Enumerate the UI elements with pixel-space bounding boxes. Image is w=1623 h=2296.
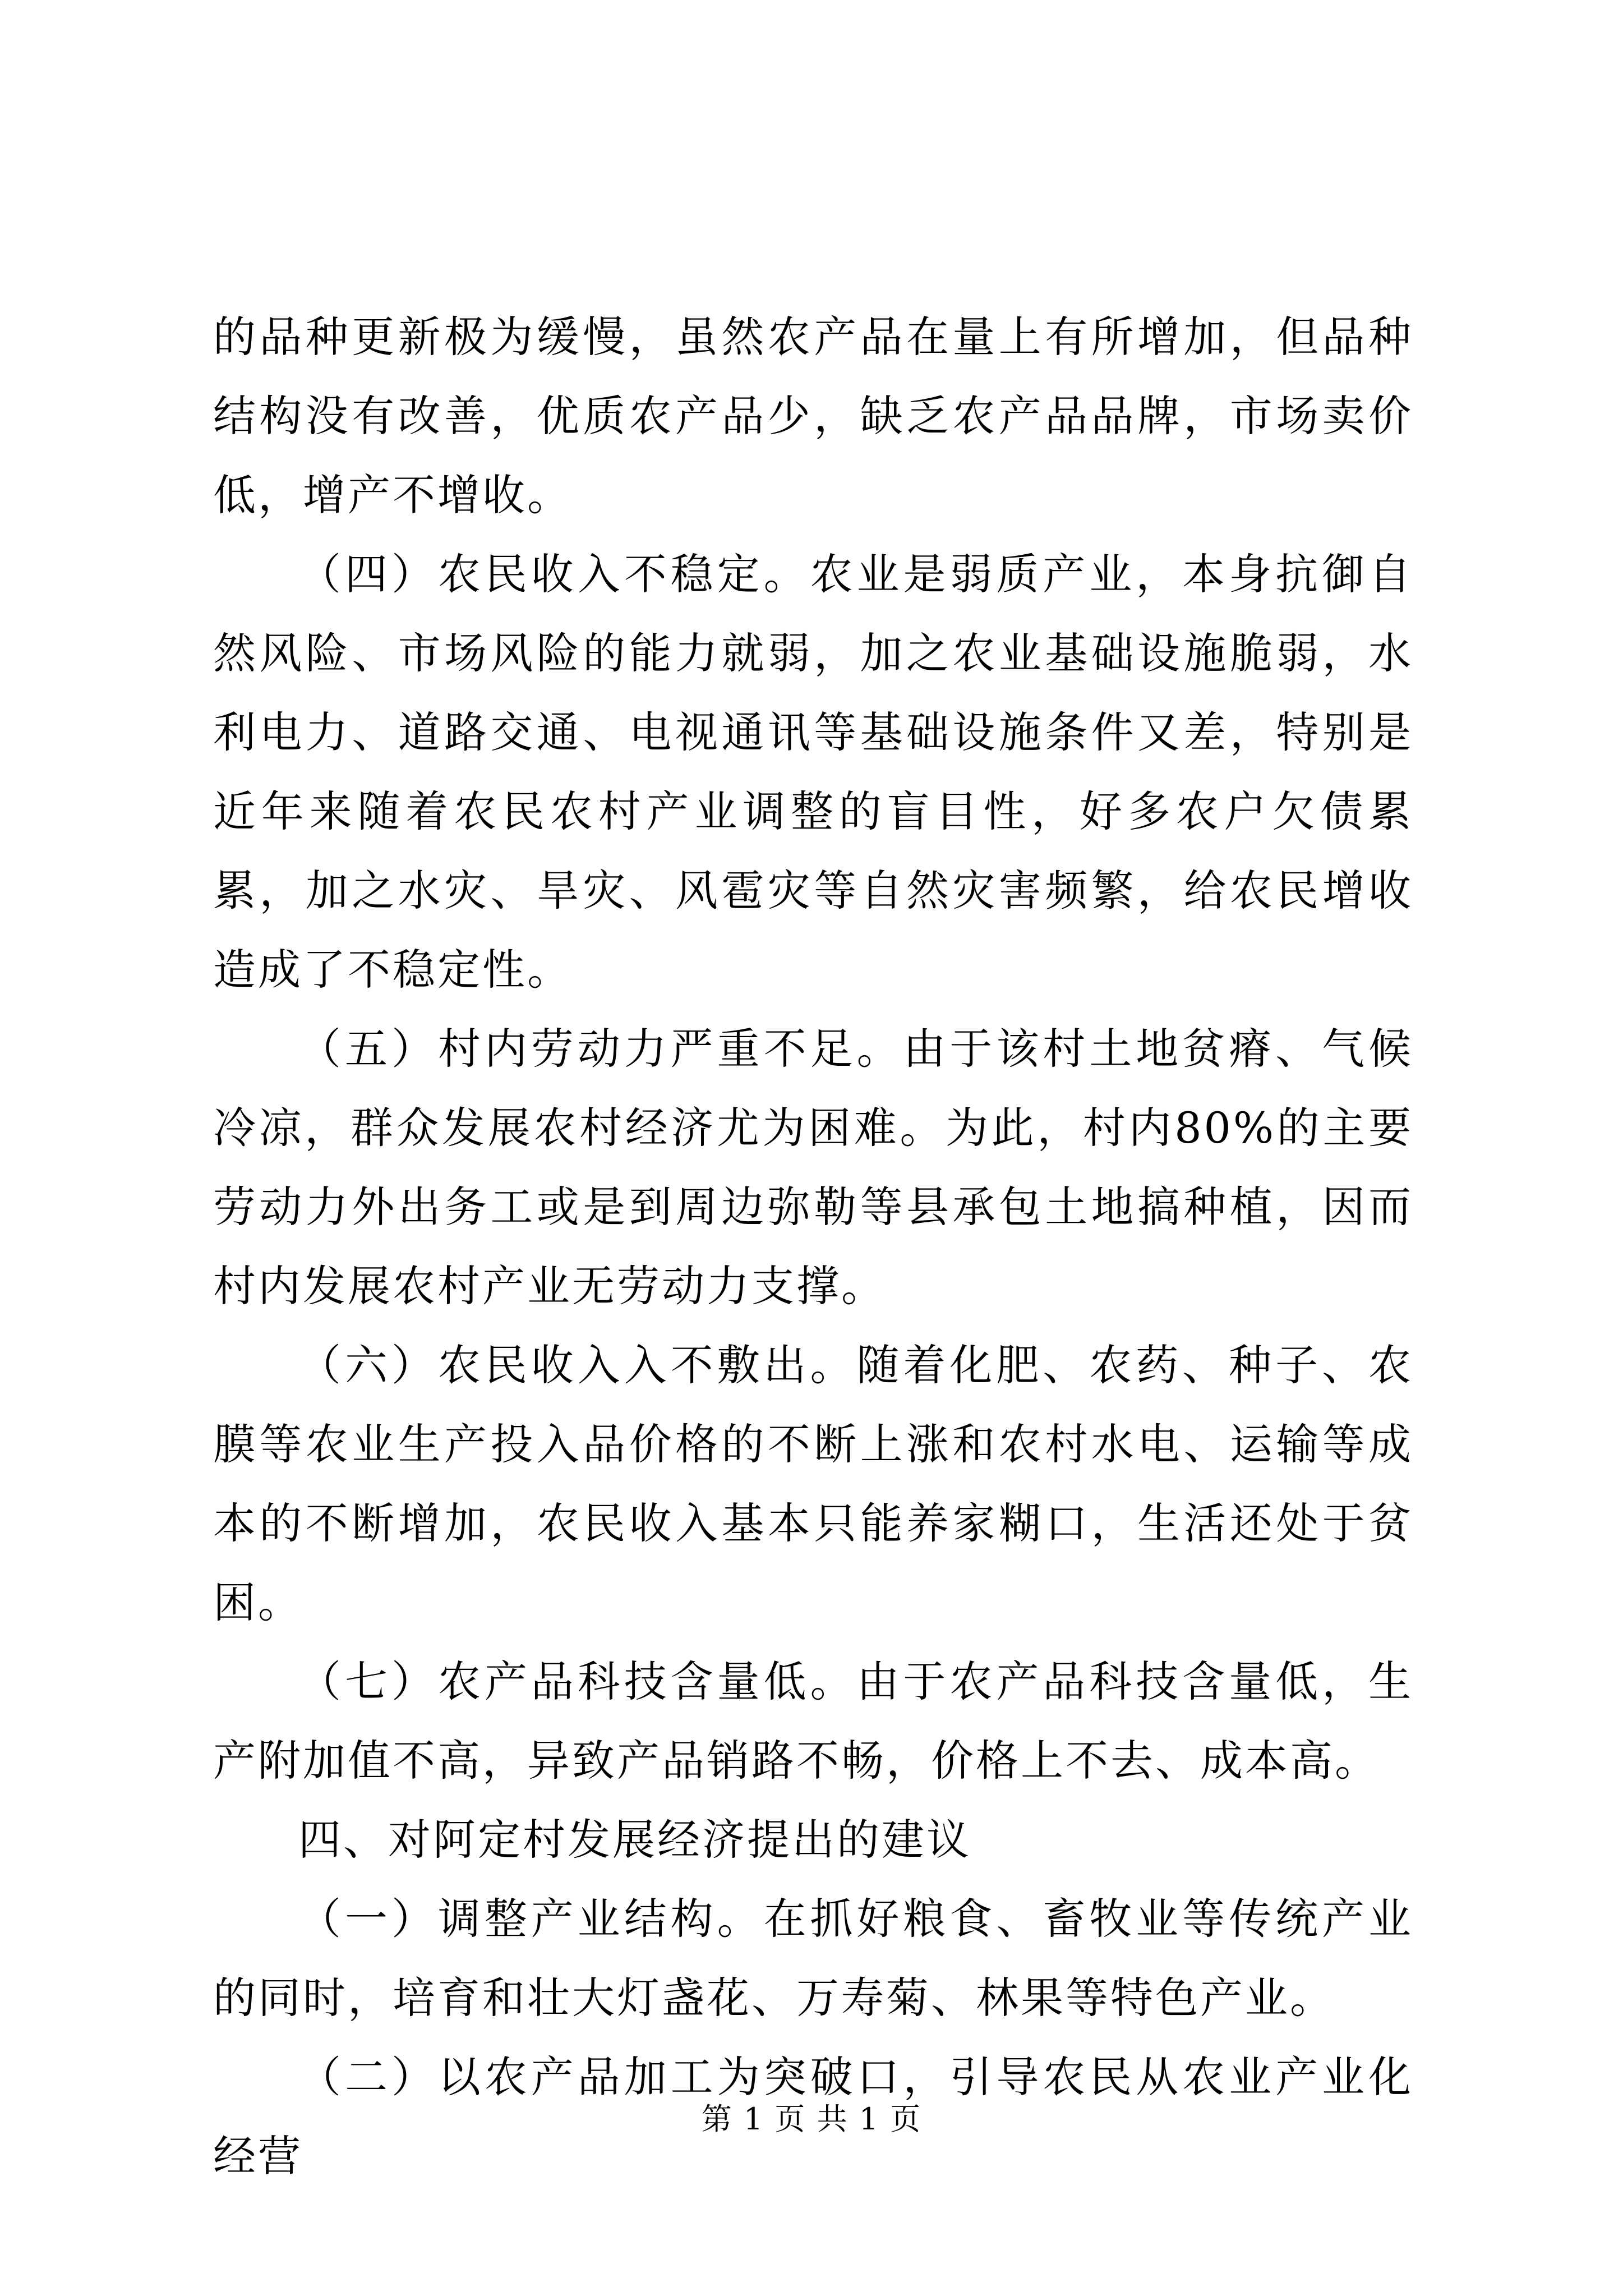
paragraph-5: （七）农产品科技含量低。由于农产品科技含量低，生产附加值不高，异致产品销路不畅，价格上不去、成本高。 (213, 1657, 1413, 1786)
paragraph-4: （六）农民收入入不敷出。随着化肥、农药、种子、农膜等农业生产投入品价格的不断上涨和农村水电、运输等成本的不断增加，农民收入基本只能养家糊口，生活还处于贫困。 (213, 1340, 1413, 1627)
paragraph-6: （一）调整产业结构。在抓好粮食、畜牧业等传统产业的同时，培育和壮大灯盏花、万寿菊、林果等特色产业。 (213, 1894, 1413, 2023)
paragraph-2: （四）农民收入不稳定。农业是弱质产业，本身抗御自然风险、市场风险的能力就弱，加之农业基础设施脆弱，水利电力、道路交通、电视通讯等基础设施条件又差，特别是近年来随着农民农村产业调整的盲目性，好多农户欠债累累，加之水灾、旱灾、风雹灾等自然灾害频繁，给农民增收造成了不稳定性。 (213, 549, 1413, 995)
page-footer: 第 1 页 共 1 页 (701, 2101, 922, 2137)
paragraph-3: （五）村内劳动力严重不足。由于该村土地贫瘠、气候冷凉，群众发展农村经济尤为困难。为此，村内80%的主要劳动力外出务工或是到周边弥勒等县承包土地搞种植，因而村内发展农村产业无劳动力支撑。 (213, 1024, 1413, 1311)
document-body (213, 297, 1413, 2196)
paragraph-1: 的品种更新极为缓慢，虽然农产品在量上有所增加，但品种结构没有改善，优质农产品少，缺乏农产品品牌，市场卖价低，增产不增收。 (213, 312, 1413, 520)
section-heading: 四、对阿定村发展经济提出的建议 (298, 1815, 971, 1865)
paragraph-7: （二）以农产品加工为突破口，引导农民从农业产业化经营 (213, 2052, 1413, 2181)
